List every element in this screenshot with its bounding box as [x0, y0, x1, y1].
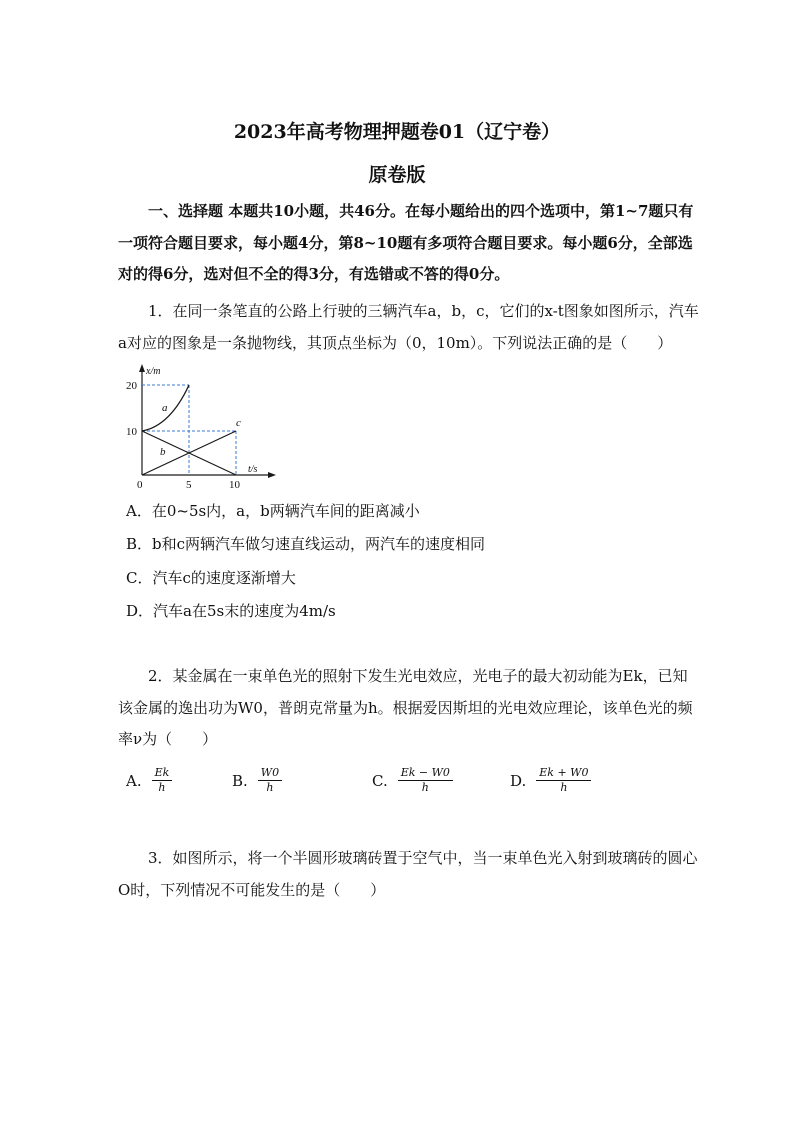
question-1-option-b: B．b和c两辆汽车做匀速直线运动，两汽车的速度相同 [126, 535, 486, 553]
question-2-stem: 2．某金属在一束单色光的照射下发生光电效应，光电子的最大初动能为Ek，已知该金属的逸出功为W0，普朗克常量为h。根据爱因斯坦的光电效应理论，该单色光的频率ν为（ ） [118, 667, 693, 748]
x-tick-10: 10 [229, 479, 240, 491]
x-axis-label: t/s [248, 464, 258, 475]
x-tick-5: 5 [186, 479, 192, 491]
option-label: B. [232, 771, 248, 790]
question-1-option-c: C．汽车c的速度逐渐增大 [126, 569, 296, 587]
question-2-option-b [232, 766, 282, 795]
fraction-numerator: Ek + W0 [536, 766, 591, 781]
option-label: A. [126, 771, 142, 790]
fraction-denominator: h [560, 781, 568, 794]
option-label: D. [510, 771, 527, 790]
origin-label: 0 [137, 479, 143, 491]
page-title: 2023年高考物理押题卷01（辽宁卷） [233, 121, 561, 143]
y-tick-10: 10 [126, 426, 137, 438]
line-c-label: c [236, 417, 241, 429]
page-subtitle: 原卷版 [368, 164, 426, 186]
question-2-option-c [372, 766, 453, 795]
fraction-numerator: W0 [258, 766, 282, 781]
question-1-option-d: D．汽车a在5s末的速度为4m/s [126, 602, 336, 620]
x-axis-arrow [268, 472, 276, 478]
line-b-label: b [160, 446, 166, 458]
fraction [258, 766, 282, 795]
option-label: C. [372, 771, 388, 790]
fraction-numerator: Ek [152, 766, 173, 781]
fraction-denominator: h [158, 781, 166, 794]
fraction-denominator: h [421, 781, 429, 794]
question-2-options [126, 766, 686, 806]
question-2-option-a [126, 766, 172, 795]
curve-a-label: a [162, 402, 168, 414]
fraction-numerator: Ek − W0 [398, 766, 453, 781]
y-axis-label: x/m [146, 366, 161, 377]
question-1-stem: 1．在同一条笔直的公路上行驶的三辆汽车a，b，c，它们的x-t图象如图所示，汽车a对应的图象是一条抛物线，其顶点坐标为（0，10m）。下列说法正确的是（ ） [118, 302, 699, 352]
y-tick-20: 20 [126, 380, 137, 392]
question-2-option-d [510, 766, 591, 795]
fraction [152, 766, 173, 795]
fraction [536, 766, 591, 795]
question-1-option-a: A．在0~5s内，a，b两辆汽车间的距离减小 [126, 502, 420, 520]
question-3-stem: 3．如图所示，将一个半圆形玻璃砖置于空气中，当一束单色光入射到玻璃砖的圆心O时，下列情况不可能发生的是（ ） [118, 849, 698, 899]
fraction [398, 766, 453, 795]
y-axis-arrow [139, 364, 145, 372]
x-t-graph [120, 362, 280, 494]
fraction-denominator: h [266, 781, 274, 794]
section-intro: 一、选择题 本题共10小题，共46分。在每小题给出的四个选项中，第1~7题只有一项符合题目要求，每小题4分，第8~10题有多项符合题目要求。每小题6分，全部选对的得6分，选对但不全的得3分，有选错或不答的得0分。 [118, 202, 694, 283]
